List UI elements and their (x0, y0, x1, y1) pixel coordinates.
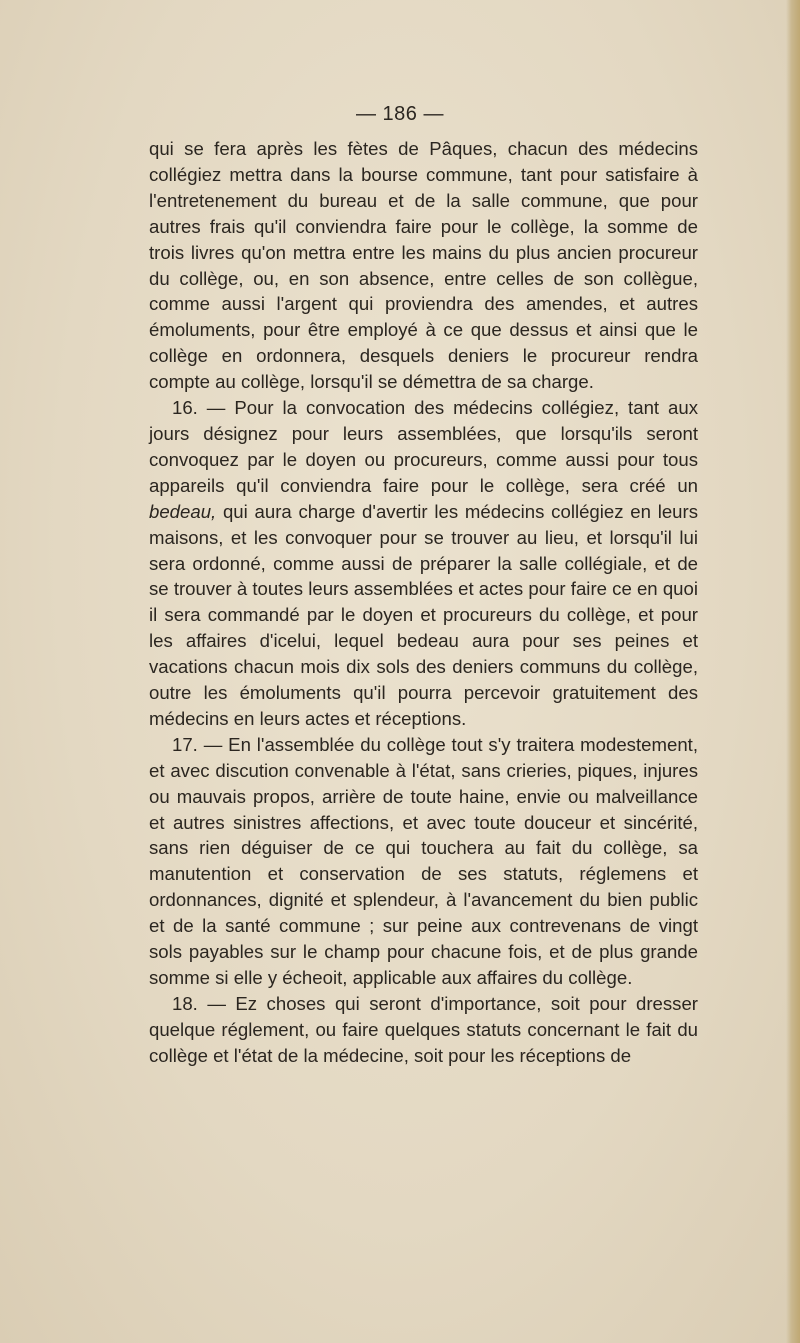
body-text (149, 136, 698, 1069)
paragraph-article-16 (149, 395, 698, 732)
article-16-italic-term: bedeau, (149, 500, 217, 522)
page-number: — 186 — (356, 103, 444, 125)
paragraph-article-17: 17. — En l'assemblée du collège tout s'y traitera modestement, et avec discution convenable à l'état, sans crieries, piques, injures ou mauvais propos, arrière de toute haine, envie ou malveillance et autres sinistres affections, et avec toute douceur et sincérité, sans rien déguiser de ce qui touchera au fait du collège, sa manutention et conservation de ses statuts, réglemens et ordonnances, dignité et splendeur, à l'avancement du bien public et de la santé commune ; sur peine aux contrevenans de vingt sols payables sur le champ pour chacune fois, et de plus grande somme si elle y écheoit, applicable aux affaires du collège. (149, 733, 698, 988)
paragraph-article-18: 18. — Ez choses qui seront d'importance, soit pour dresser quelque réglement, ou faire quelques statuts concernant le fait du collège et l'état de la médecine, soit pour les réceptions de (149, 992, 698, 1066)
paragraph-continuation: qui se fera après les fètes de Pâques, chacun des médecins collégiez mettra dans la bourse commune, tant pour satisfaire à l'entretenement du bureau et de la salle commune, que pour autres frais qu'il conviendra faire pour le collège, la somme de trois livres qu'on mettra entre les mains du plus ancien procureur du collège, ou, en son absence, entre celles de son collègue, comme aussi l'argent qui proviendra des amendes, et autres émoluments, pour être employé à ce que dessus et ainsi que le collège en ordonnera, desquels deniers le procureur rendra compte au collège, lorsqu'il se démettra de sa charge. (149, 138, 698, 393)
article-16-text-start: 16. — Pour la convocation des médecins collégiez, tant aux jours désignez pour leurs assemblées, que lorsqu'ils seront convoquez par le doyen ou procureurs, comme aussi pour tous appareils qu'il conviendra faire pour le collège, sera créé un (149, 397, 698, 496)
page-edge-shadow (786, 0, 800, 1343)
article-16-text-end: qui aura charge d'avertir les médecins collégiez en leurs maisons, et les convoquer pour se trouver au lieu, et lorsqu'il lui sera ordonné, comme aussi de préparer la salle collégiale, et de se trouver à toutes leurs assemblées et actes pour faire ce en quoi il sera commandé par le doyen et procureurs du collège, et pour les affaires d'icelui, lequel bedeau aura pour ses peines et vacations chacun mois dix sols des deniers communs du collège, outre les émoluments qu'il pourra percevoir gratuitement des médecins en leurs actes et réceptions. (149, 500, 698, 729)
